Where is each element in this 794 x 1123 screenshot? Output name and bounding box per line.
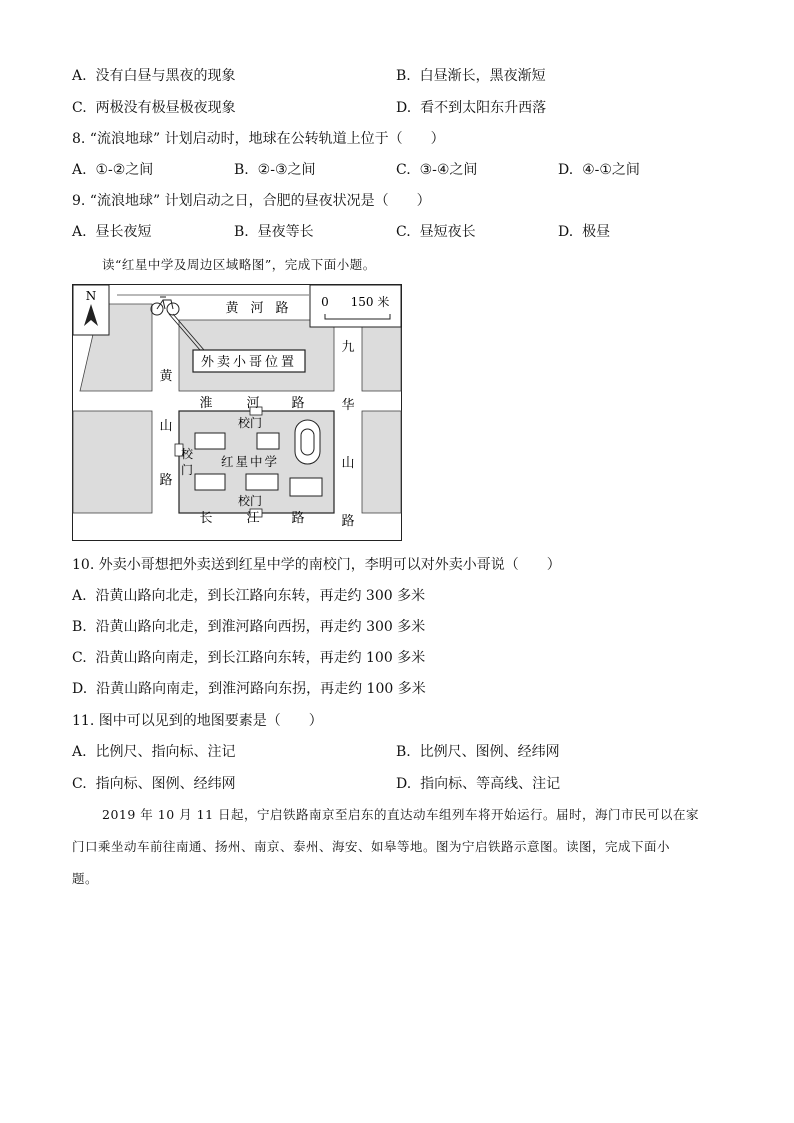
q7-option-d: [396, 99, 546, 117]
option-label: D.: [396, 100, 412, 116]
building-1: [195, 433, 225, 449]
building-3: [195, 474, 225, 490]
q10-option-b: [72, 618, 425, 636]
q9-option-b: [234, 223, 314, 241]
block-west: [73, 411, 152, 513]
option-label: C.: [72, 776, 87, 792]
option-label: D.: [558, 162, 574, 178]
q9-option-d: [558, 223, 610, 241]
option-text: 没有白昼与黑夜的现象: [95, 68, 236, 84]
q11-option-c: [72, 775, 236, 793]
option-label: A.: [72, 162, 87, 178]
road-jiuhua-2: 华: [341, 398, 355, 413]
school-area-map: [72, 284, 402, 541]
gate-north-label: 校门: [237, 416, 263, 430]
map-intro: 读“红星中学及周边区域略图”，完成下面小题。: [102, 257, 376, 272]
option-text: 白昼渐长，黑夜渐短: [419, 68, 546, 84]
q10-stem: 10. 外卖小哥想把外卖送到红星中学的南校门，李明可以对外卖小哥说（ ）: [72, 557, 561, 573]
q11-option-a: [72, 743, 235, 761]
road-changjiang-3: 路: [291, 511, 305, 526]
road-huangshan-2: 山: [159, 419, 173, 434]
option-label: A.: [72, 744, 87, 760]
q8-option-a: [72, 161, 153, 179]
option-label: D.: [72, 681, 88, 697]
q8-option-b: [234, 161, 316, 179]
q7-option-a: [72, 67, 235, 85]
option-label: B.: [234, 224, 249, 240]
road-huanghe-3: 路: [275, 301, 289, 316]
q10-option-a: [72, 587, 425, 605]
q7-option-c: [72, 99, 236, 117]
option-label: C.: [396, 162, 411, 178]
option-text: 沿黄山路向北走，到淮河路向西拐，再走约 300 多米: [95, 619, 426, 635]
option-label: B.: [234, 162, 249, 178]
option-label: C.: [72, 650, 87, 666]
option-text: ③-④之间: [419, 162, 478, 178]
q9-option-c: [396, 223, 476, 241]
q8-option-c: [396, 161, 477, 179]
q7-option-b: [396, 67, 546, 85]
option-text: 昼长夜短: [95, 224, 152, 240]
option-text: 指向标、等高线、注记: [420, 776, 561, 792]
option-text: ②-③之间: [257, 162, 316, 178]
option-label: A.: [72, 224, 87, 240]
road-huangshan-3: 路: [159, 473, 173, 488]
q8-option-d: [558, 161, 640, 179]
q8-stem: 8. “流浪地球” 计划启动时，地球在公转轨道上位于（ ）: [72, 131, 445, 147]
building-2: [257, 433, 279, 449]
option-text: ④-①之间: [582, 162, 640, 178]
road-huaihe-1: 淮: [199, 396, 213, 411]
road-huanghe-1: 黄: [225, 301, 239, 316]
option-label: B.: [396, 68, 411, 84]
option-label: C.: [396, 224, 411, 240]
block-northeast: [362, 320, 401, 391]
road-jiuhua-4: 路: [341, 514, 355, 529]
scale-zero: 0: [321, 295, 329, 309]
gate-west-label-2: 门: [180, 463, 194, 477]
option-text: 沿黄山路向北走，到长江路向东转，再走约 300 多米: [95, 588, 426, 604]
option-text: 比例尺、指向标、注记: [95, 744, 236, 760]
road-changjiang-1: 长: [199, 511, 213, 526]
road-huaihe-2: 河: [246, 396, 260, 411]
intro2-line3: 题。: [72, 871, 99, 886]
building-5: [290, 478, 322, 496]
q9-option-a: [72, 223, 151, 241]
option-text: 比例尺、图例、经纬网: [419, 744, 560, 760]
option-label: D.: [396, 776, 412, 792]
q9-stem: 9. “流浪地球” 计划启动之日，合肥的昼夜状况是（ ）: [72, 193, 431, 209]
q11-option-d: [396, 775, 560, 793]
option-text: 两极没有极昼极夜现象: [95, 100, 236, 116]
road-huaihe-3: 路: [291, 396, 305, 411]
intro2-line1: 2019 年 10 月 11 日起，宁启铁路南京至启东的直达动车组列车将开始运行。届时，海门市民可以在家: [102, 807, 699, 822]
q10-option-d: [72, 680, 426, 698]
option-text: 指向标、图例、经纬网: [95, 776, 236, 792]
block-east: [362, 411, 401, 513]
gate-west-label-1: 校: [180, 447, 194, 461]
option-label: A.: [72, 68, 87, 84]
option-label: B.: [396, 744, 411, 760]
road-changjiang-2: 江: [246, 511, 260, 526]
q11-option-b: [396, 743, 560, 761]
north-label: N: [85, 289, 97, 303]
option-text: 看不到太阳东升西落: [420, 100, 547, 116]
option-text: ①-②之间: [95, 162, 154, 178]
intro2-line2: 门口乘坐动车前往南通、扬州、南京、泰州、海安、如皋等地。图为宁启铁路示意图。读图，完成下面小: [72, 839, 671, 854]
scale-value: 150 米: [350, 295, 390, 309]
school-label: 红星中学: [220, 454, 280, 469]
road-huangshan-1: 黄: [159, 369, 173, 384]
option-label: B.: [72, 619, 87, 635]
option-label: D.: [558, 224, 574, 240]
q10-option-c: [72, 649, 425, 667]
road-jiuhua-1: 九: [341, 340, 355, 355]
option-text: 昼短夜长: [419, 224, 476, 240]
option-text: 沿黄山路向南走，到淮河路向东拐，再走约 100 多米: [96, 681, 426, 697]
building-4: [246, 474, 278, 490]
option-text: 沿黄山路向南走，到长江路向东转，再走约 100 多米: [95, 650, 426, 666]
road-jiuhua-3: 山: [341, 456, 355, 471]
track-inner: [301, 429, 314, 455]
road-huanghe-2: 河: [250, 301, 264, 316]
option-text: 昼夜等长: [257, 224, 314, 240]
delivery-label: 外卖小哥位置: [200, 355, 298, 370]
option-label: A.: [72, 588, 87, 604]
option-text: 极昼: [582, 224, 611, 240]
q11-stem: 11. 图中可以见到的地图要素是（ ）: [72, 713, 323, 729]
gate-south-label: 校门: [237, 494, 263, 508]
option-label: C.: [72, 100, 87, 116]
